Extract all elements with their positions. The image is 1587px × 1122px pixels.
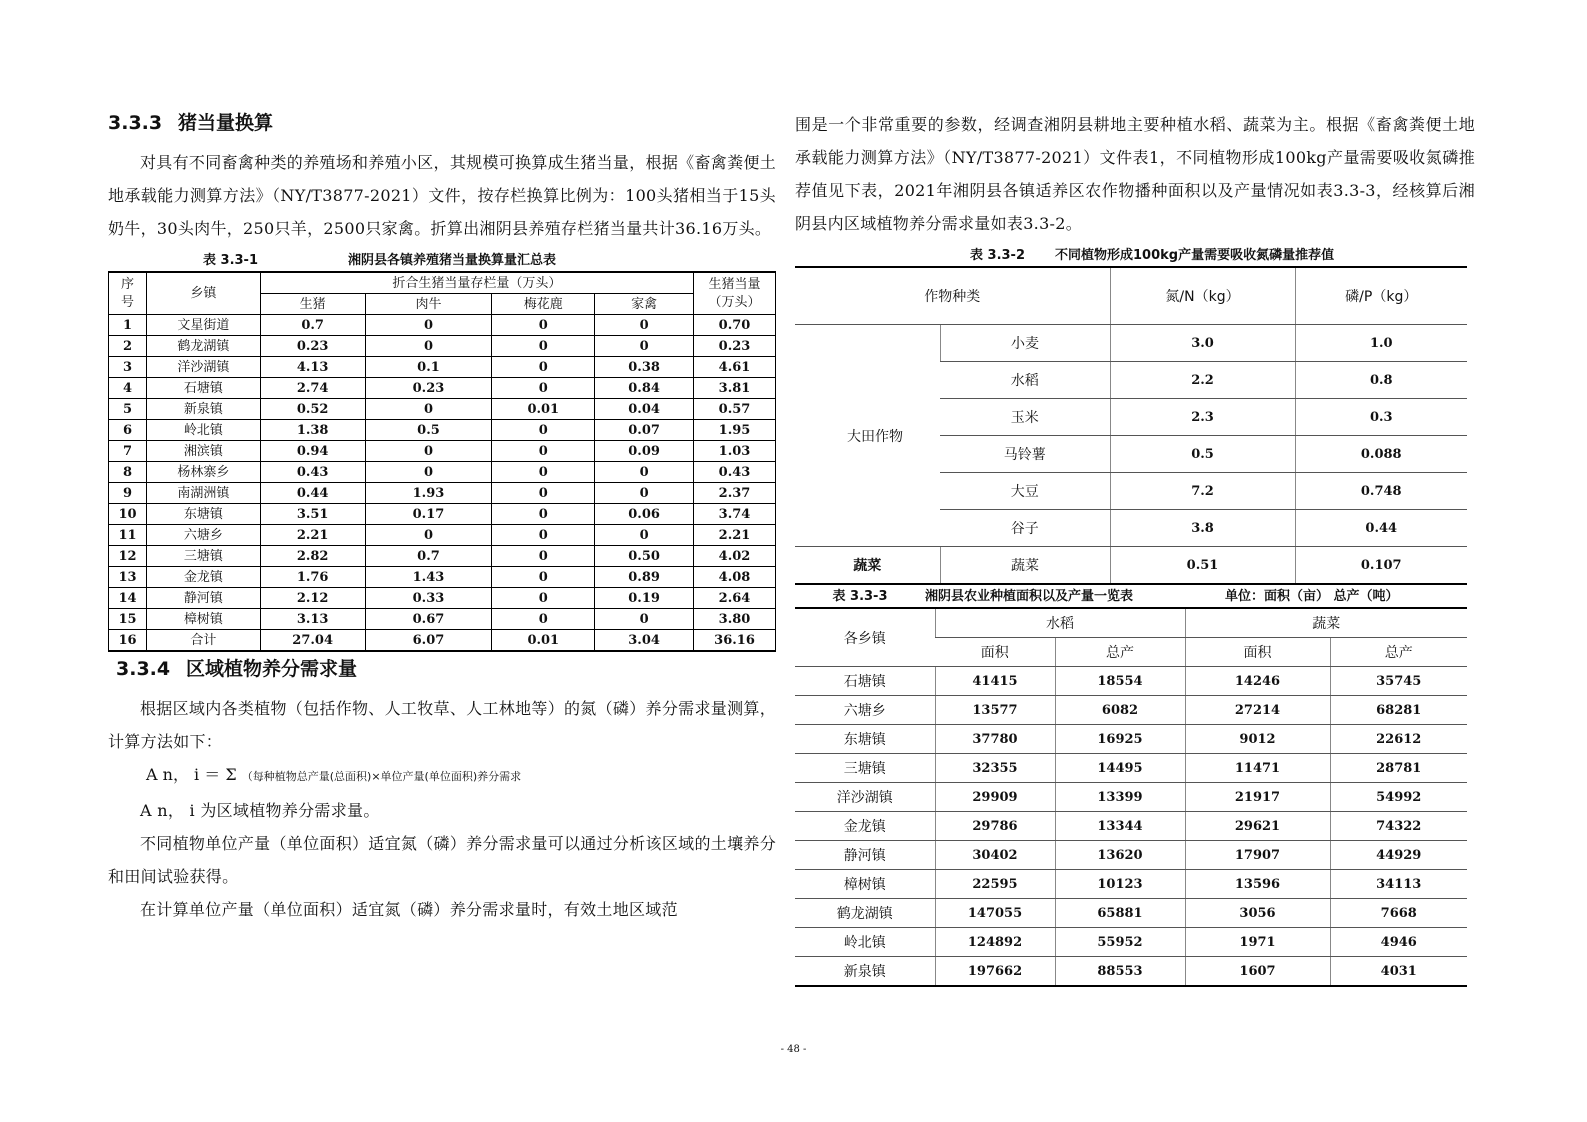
table-cell: 0.52 [260,399,365,420]
paragraph-soil: 不同植物单位产量（单位面积）适宜氮（磷）养分需求量可以通过分析该区域的土壤养分和田间试验获得。 [108,834,776,886]
right-column [795,108,1475,987]
header-rice: 水稻 [935,608,1185,638]
table-cell: 0.23 [365,378,492,399]
town-cell: 静河镇 [795,841,935,870]
table-cell: 1.38 [260,420,365,441]
table-3-3-1-caption [108,251,776,271]
town-cell: 樟树镇 [146,609,260,630]
table-row [109,630,776,652]
table-row [795,841,1467,870]
crop-name: 谷子 [940,510,1110,547]
table-row [795,547,1467,585]
town-cell: 石塘镇 [795,667,935,696]
header-deer: 梅花鹿 [492,294,595,315]
table-nitrogen-phosphorus [795,266,1467,585]
table-cell: 4.13 [260,357,365,378]
table-row [795,812,1467,841]
table-cell: 0 [365,525,492,546]
town-cell: 湘滨镇 [146,441,260,462]
header-crop-type: 作物种类 [795,267,1110,325]
table-row [109,546,776,567]
header-town: 乡镇 [146,272,260,315]
table-cell: 0 [595,336,694,357]
table-cell: 0.19 [595,588,694,609]
table-cell: 0 [492,546,595,567]
table-cell: 3.13 [260,609,365,630]
table-cell: 12 [109,546,147,567]
value-cell: 11471 [1185,754,1330,783]
table-cell: 0 [365,462,492,483]
table-cell: 11 [109,525,147,546]
town-cell: 新泉镇 [146,399,260,420]
table-cell: 3.51 [260,504,365,525]
table-cell: 0.44 [260,483,365,504]
table-cell: 0.43 [694,462,776,483]
table-cell: 0 [595,483,694,504]
table-row [109,567,776,588]
town-cell: 石塘镇 [146,378,260,399]
table-cell: 0.23 [260,336,365,357]
table-row [109,441,776,462]
table-cell: 0.67 [365,609,492,630]
table-cell: 3.74 [694,504,776,525]
caption-unit: 单位：面积（亩） 总产（吨） [1225,589,1399,604]
town-cell: 岭北镇 [795,928,935,957]
table-row [109,525,776,546]
table-row [795,957,1467,987]
value-cell: 6082 [1055,696,1185,725]
value-cell: 13344 [1055,812,1185,841]
crop-name: 玉米 [940,399,1110,436]
section-number: 3.3.3 [108,112,163,134]
table-cell: 1.93 [365,483,492,504]
table-row [795,754,1467,783]
town-cell: 鹤龙湖镇 [795,899,935,928]
table-row [795,870,1467,899]
value-cell: 1971 [1185,928,1330,957]
table-cell: 15 [109,609,147,630]
table-row [795,783,1467,812]
formula-rhs: （每种植物总产量(总面积)×单位产量(单位面积)养分需求 [241,770,522,783]
table-cell: 8 [109,462,147,483]
table-cell: 1 [109,315,147,336]
table-cell: 0.33 [365,588,492,609]
crop-name: 小麦 [940,325,1110,362]
section-title: 区域植物养分需求量 [186,658,358,680]
value-cell: 14495 [1055,754,1185,783]
header-group: 折合生猪当量存栏量（万头） [260,272,693,294]
table-cell: 0 [492,357,595,378]
header-pig: 生猪 [260,294,365,315]
header-cattle: 肉牛 [365,294,492,315]
table-cell: 0 [595,525,694,546]
table-cell: 1.95 [694,420,776,441]
caption-title: 湘阴县农业种植面积以及产量一览表 [925,589,1134,604]
table-row [109,462,776,483]
value-cell: 0.748 [1295,473,1467,510]
table-cell: 0.09 [595,441,694,462]
table-row [109,504,776,525]
table-cell: 2.12 [260,588,365,609]
value-cell: 1.0 [1295,325,1467,362]
header-veg-area: 面积 [1185,638,1330,667]
table-row [795,696,1467,725]
table-cell: 0 [492,525,595,546]
header-rice-output: 总产 [1055,638,1185,667]
table-cell: 3.80 [694,609,776,630]
section-title: 猪当量换算 [178,112,274,134]
value-cell: 10123 [1055,870,1185,899]
caption-number: 表 3.3-1 [203,253,258,268]
town-cell: 六塘乡 [795,696,935,725]
table-cell: 0.50 [595,546,694,567]
value-cell: 4031 [1330,957,1467,987]
table-cell: 0 [492,441,595,462]
value-cell: 44929 [1330,841,1467,870]
page-number: - 48 - [780,1044,807,1055]
table-cell: 10 [109,504,147,525]
table-3-3-3-caption [795,587,1475,607]
table-row [109,315,776,336]
value-cell: 22612 [1330,725,1467,754]
value-cell: 41415 [935,667,1055,696]
table-cell: 0.38 [595,357,694,378]
paragraph-formula-def: A n， i 为区域植物养分需求量。 [140,801,380,820]
table-cell: 5 [109,399,147,420]
group-vegetables: 蔬菜 [795,547,940,585]
section-heading-3-3-3 [108,108,776,138]
value-cell: 197662 [935,957,1055,987]
value-cell: 22595 [935,870,1055,899]
caption-title: 湘阴县各镇养殖猪当量换算量汇总表 [348,253,557,268]
table-cell: 0.94 [260,441,365,462]
town-cell: 文星街道 [146,315,260,336]
table-cell: 0 [492,504,595,525]
paragraph-nutrient-intro: 根据区域内各类植物（包括作物、人工牧草、人工林地等）的氮（磷）养分需求量测算，计算方法如下： [108,699,776,751]
value-cell: 35745 [1330,667,1467,696]
value-cell: 124892 [935,928,1055,957]
value-cell: 7.2 [1110,473,1295,510]
value-cell: 0.44 [1295,510,1467,547]
header-no: 序号 [109,272,147,315]
value-cell: 13399 [1055,783,1185,812]
table-cell: 0.1 [365,357,492,378]
table-cell: 4 [109,378,147,399]
table-cell: 0.7 [260,315,365,336]
table-cell: 0.04 [595,399,694,420]
value-cell: 4946 [1330,928,1467,957]
town-cell: 杨林寨乡 [146,462,260,483]
value-cell: 18554 [1055,667,1185,696]
table-row [109,483,776,504]
table-cell: 0.70 [694,315,776,336]
table-cell: 0.57 [694,399,776,420]
table-cell: 0.89 [595,567,694,588]
value-cell: 1607 [1185,957,1330,987]
value-cell: 29909 [935,783,1055,812]
table-cell: 4.61 [694,357,776,378]
table-row [109,399,776,420]
town-cell: 樟树镇 [795,870,935,899]
crop-name: 大豆 [940,473,1110,510]
value-cell: 7668 [1330,899,1467,928]
value-cell: 74322 [1330,812,1467,841]
table-cell: 0 [365,315,492,336]
value-cell: 54992 [1330,783,1467,812]
table-cell: 3.81 [694,378,776,399]
table-cell: 36.16 [694,630,776,652]
formula [108,758,776,794]
town-cell: 东塘镇 [146,504,260,525]
town-cell: 东塘镇 [795,725,935,754]
table-cell: 2.21 [694,525,776,546]
value-cell: 3.0 [1110,325,1295,362]
table-cell: 6.07 [365,630,492,652]
crop-name: 马铃薯 [940,436,1110,473]
town-cell: 金龙镇 [795,812,935,841]
table-cell: 0.07 [595,420,694,441]
section-number: 3.3.4 [116,658,171,680]
table-cell: 0 [595,609,694,630]
section-heading-3-3-4 [108,654,776,684]
paragraph-pig-equivalent: 对具有不同畜禽种类的养殖场和养殖小区，其规模可换算成生猪当量，根据《畜禽粪便土地承载能力测算方法》（NY/T3877-2021）文件，按存栏换算比例为：100头猪相当于15头奶牛，30头肉牛，250只羊，2500只家禽。折算出湘阴县养殖存栏猪当量共计36.16万头。 [108,153,776,238]
table-cell: 1.03 [694,441,776,462]
value-cell: 34113 [1330,870,1467,899]
town-cell: 三塘镇 [795,754,935,783]
header-phosphorus: 磷/P（kg） [1295,267,1467,325]
table-cell: 0 [492,462,595,483]
left-column [108,108,776,926]
table-cell: 9 [109,483,147,504]
formula-lhs: A n， i ＝ Σ [146,765,237,784]
table-cell: 1.76 [260,567,365,588]
caption-number: 表 3.3-3 [832,589,888,604]
table-cell: 0.7 [365,546,492,567]
value-cell: 27214 [1185,696,1330,725]
value-cell: 28781 [1330,754,1467,783]
town-cell: 鹤龙湖镇 [146,336,260,357]
value-cell: 29621 [1185,812,1330,841]
group-field-crops: 大田作物 [795,325,940,547]
value-cell: 2.2 [1110,362,1295,399]
value-cell: 3.8 [1110,510,1295,547]
value-cell: 16925 [1055,725,1185,754]
table-cell: 0 [365,336,492,357]
caption-number: 表 3.3-2 [970,248,1025,263]
table-row [795,667,1467,696]
table-cell: 4.02 [694,546,776,567]
value-cell: 88553 [1055,957,1185,987]
town-cell: 洋沙湖镇 [146,357,260,378]
paragraph-effective-land: 在计算单位产量（单位面积）适宜氮（磷）养分需求量时，有效土地区域范 [140,900,678,919]
table-cell: 0 [595,315,694,336]
table-row [109,336,776,357]
table-cell: 3 [109,357,147,378]
town-cell: 岭北镇 [146,420,260,441]
town-cell: 金龙镇 [146,567,260,588]
paragraph-continued: 围是一个非常重要的参数，经调查湘阴县耕地主要种植水稻、蔬菜为主。根据《畜禽粪便土地承载能力测算方法》（NY/T3877-2021）文件表1，不同植物形成100kg产量需要吸收氮磷推荐值见下表，2021年湘阴县各镇适养区农作物播种面积以及产量情况如表3.3-3，经核算后湘阴县内区域植物养分需求量如表3.3-2。 [795,115,1475,233]
value-cell: 68281 [1330,696,1467,725]
caption-title: 不同植物形成100kg产量需要吸收氮磷量推荐值 [1055,248,1335,263]
table-cell: 0.5 [365,420,492,441]
town-cell: 新泉镇 [795,957,935,987]
table-row [795,725,1467,754]
table-cell: 2 [109,336,147,357]
table-row [795,899,1467,928]
table-cell: 0 [492,315,595,336]
header-rice-area: 面积 [935,638,1055,667]
table-cell: 0 [365,441,492,462]
table-row [795,325,1467,362]
value-cell: 0.107 [1295,547,1467,585]
table-cell: 0.43 [260,462,365,483]
table-row [109,357,776,378]
value-cell: 9012 [1185,725,1330,754]
header-total: 生猪当量（万头） [694,272,776,315]
value-cell: 0.5 [1110,436,1295,473]
table-cell: 0.84 [595,378,694,399]
value-cell: 55952 [1055,928,1185,957]
value-cell: 30402 [935,841,1055,870]
table-cell: 2.21 [260,525,365,546]
table-cell: 0 [492,588,595,609]
value-cell: 14246 [1185,667,1330,696]
table-row [109,378,776,399]
value-cell: 0.088 [1295,436,1467,473]
table-cell: 6 [109,420,147,441]
header-towns: 各乡镇 [795,608,935,667]
table-cell: 0 [492,420,595,441]
table-cell: 2.74 [260,378,365,399]
value-cell: 3056 [1185,899,1330,928]
value-cell: 65881 [1055,899,1185,928]
value-cell: 0.8 [1295,362,1467,399]
table-cell: 0 [492,336,595,357]
town-cell: 三塘镇 [146,546,260,567]
value-cell: 13577 [935,696,1055,725]
town-cell: 静河镇 [146,588,260,609]
value-cell: 17907 [1185,841,1330,870]
value-cell: 37780 [935,725,1055,754]
town-cell: 洋沙湖镇 [795,783,935,812]
table-cell: 14 [109,588,147,609]
table-cell: 4.08 [694,567,776,588]
table-row [109,588,776,609]
table-cell: 0 [595,462,694,483]
table-cell: 0.23 [694,336,776,357]
table-cell: 0 [492,483,595,504]
table-cell: 3.04 [595,630,694,652]
crop-name: 蔬菜 [940,547,1110,585]
value-cell: 21917 [1185,783,1330,812]
table-cell: 27.04 [260,630,365,652]
table-cell: 2.37 [694,483,776,504]
town-cell: 六塘乡 [146,525,260,546]
value-cell: 2.3 [1110,399,1295,436]
value-cell: 32355 [935,754,1055,783]
table-pig-equivalent [108,271,776,652]
header-poultry: 家禽 [595,294,694,315]
value-cell: 0.51 [1110,547,1295,585]
town-cell: 合计 [146,630,260,652]
value-cell: 29786 [935,812,1055,841]
table-cell: 0.17 [365,504,492,525]
town-cell: 南湖洲镇 [146,483,260,504]
value-cell: 147055 [935,899,1055,928]
table-cell: 0.01 [492,399,595,420]
table-cell: 0 [492,567,595,588]
table-cell: 0.06 [595,504,694,525]
table-cell: 2.82 [260,546,365,567]
table-cell: 0 [365,399,492,420]
table-row [795,928,1467,957]
table-cell: 13 [109,567,147,588]
table-cell: 7 [109,441,147,462]
table-cell: 2.64 [694,588,776,609]
header-vegetables: 蔬菜 [1185,608,1467,638]
table-cell: 0 [492,609,595,630]
table-cell: 1.43 [365,567,492,588]
table-row [109,609,776,630]
header-veg-output: 总产 [1330,638,1467,667]
table-cell: 16 [109,630,147,652]
table-3-3-2-caption [795,246,1475,266]
value-cell: 13596 [1185,870,1330,899]
table-cell: 0.01 [492,630,595,652]
value-cell: 0.3 [1295,399,1467,436]
value-cell: 13620 [1055,841,1185,870]
table-planting-area [795,607,1467,987]
table-row [109,420,776,441]
header-nitrogen: 氮/N（kg） [1110,267,1295,325]
table-cell: 0 [492,378,595,399]
crop-name: 水稻 [940,362,1110,399]
